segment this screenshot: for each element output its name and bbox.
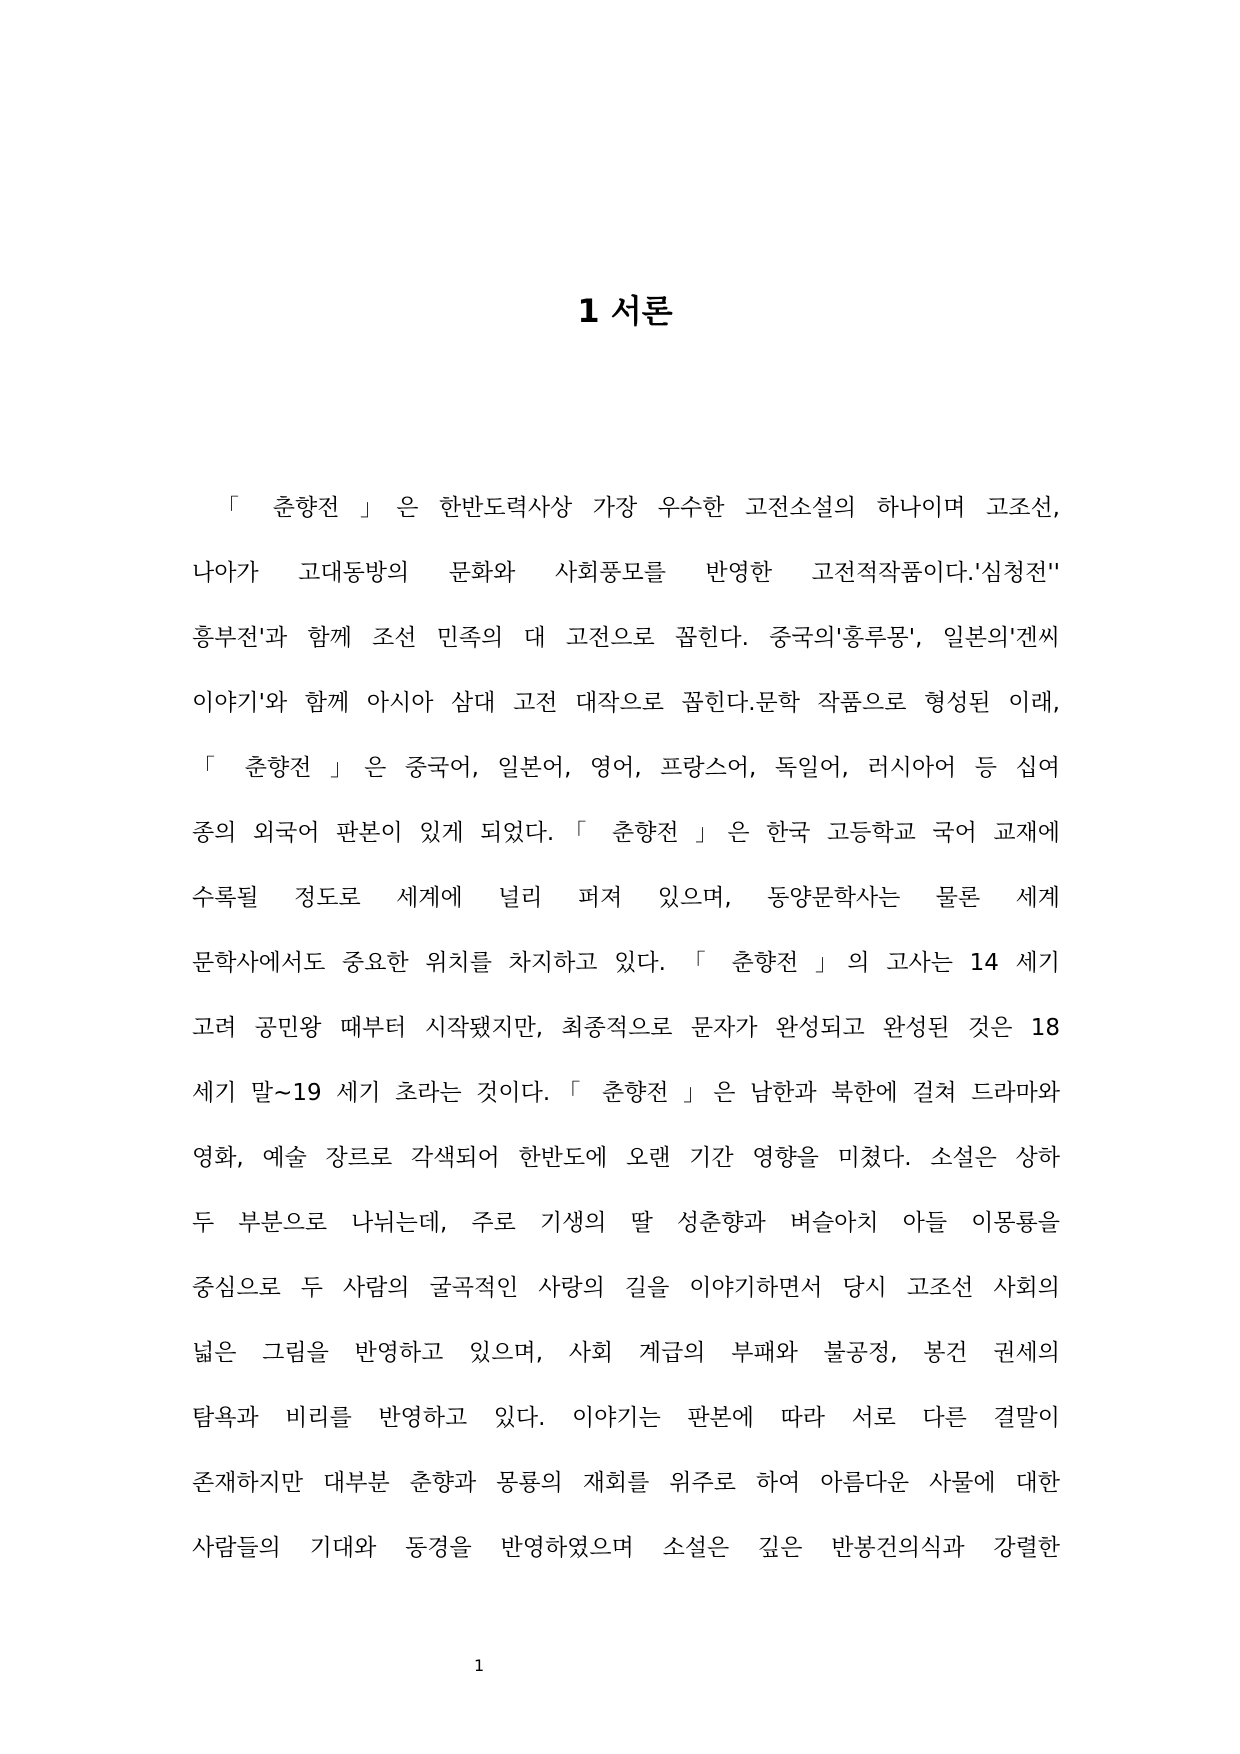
text-line: 나아가 고대동방의 문화와 사회풍모를 반영한 고전적작품이다.'심청전'' (192, 560, 1060, 586)
text-line: 「 춘향전 」은 중국어, 일본어, 영어, 프랑스어, 독일어, 러시아어 등 십여 (192, 755, 1060, 781)
body-paragraph (192, 488, 1060, 1593)
text-line: 사람들의 기대와 동경을 반영하였으며 소설은 깊은 반봉건의식과 강렬한 (192, 1535, 1060, 1561)
text-line: 「 춘향전 」은 한반도력사상 가장 우수한 고전소설의 하나이며 고조선, (216, 495, 1060, 521)
text-line: 고려 공민왕 때부터 시작됐지만, 최종적으로 문자가 완성되고 완성된 것은 18 (192, 1015, 1060, 1041)
text-line: 두 부분으로 나뉘는데, 주로 기생의 딸 성춘향과 벼슬아치 아들 이몽룡을 (192, 1210, 1060, 1236)
text-line: 탐욕과 비리를 반영하고 있다. 이야기는 판본에 따라 서로 다른 결말이 (192, 1405, 1060, 1431)
text-line: 흥부전'과 함께 조선 민족의 대 고전으로 꼽힌다. 중국의'홍루몽', 일본의'겐씨 (192, 625, 1060, 651)
text-line: 세기 말~19 세기 초라는 것이다.「 춘향전 」은 남한과 북한에 걸쳐 드라마와 (192, 1080, 1060, 1106)
text-line: 존재하지만 대부분 춘향과 몽룡의 재회를 위주로 하여 아름다운 사물에 대한 (192, 1470, 1060, 1496)
page-number: 1 (474, 1656, 485, 1675)
section-title: 1 서론 (577, 292, 673, 330)
text-line: 수록될 정도로 세계에 널리 퍼져 있으며, 동양문학사는 물론 세계 (192, 885, 1060, 911)
text-line: 문학사에서도 중요한 위치를 차지하고 있다. 「 춘향전 」의 고사는 14 세기 (192, 950, 1060, 976)
text-line: 넓은 그림을 반영하고 있으며, 사회 계급의 부패와 불공정, 봉건 권세의 (192, 1340, 1060, 1366)
text-line: 중심으로 두 사람의 굴곡적인 사랑의 길을 이야기하면서 당시 고조선 사회의 (192, 1275, 1060, 1301)
text-line: 이야기'와 함께 아시아 삼대 고전 대작으로 꼽힌다.문학 작품으로 형성된 이래, (192, 690, 1060, 716)
text-line: 영화, 예술 장르로 각색되어 한반도에 오랜 기간 영향을 미쳤다. 소설은 상하 (192, 1145, 1060, 1171)
text-line: 종의 외국어 판본이 있게 되었다.「 춘향전 」은 한국 고등학교 국어 교재에 (192, 820, 1060, 846)
